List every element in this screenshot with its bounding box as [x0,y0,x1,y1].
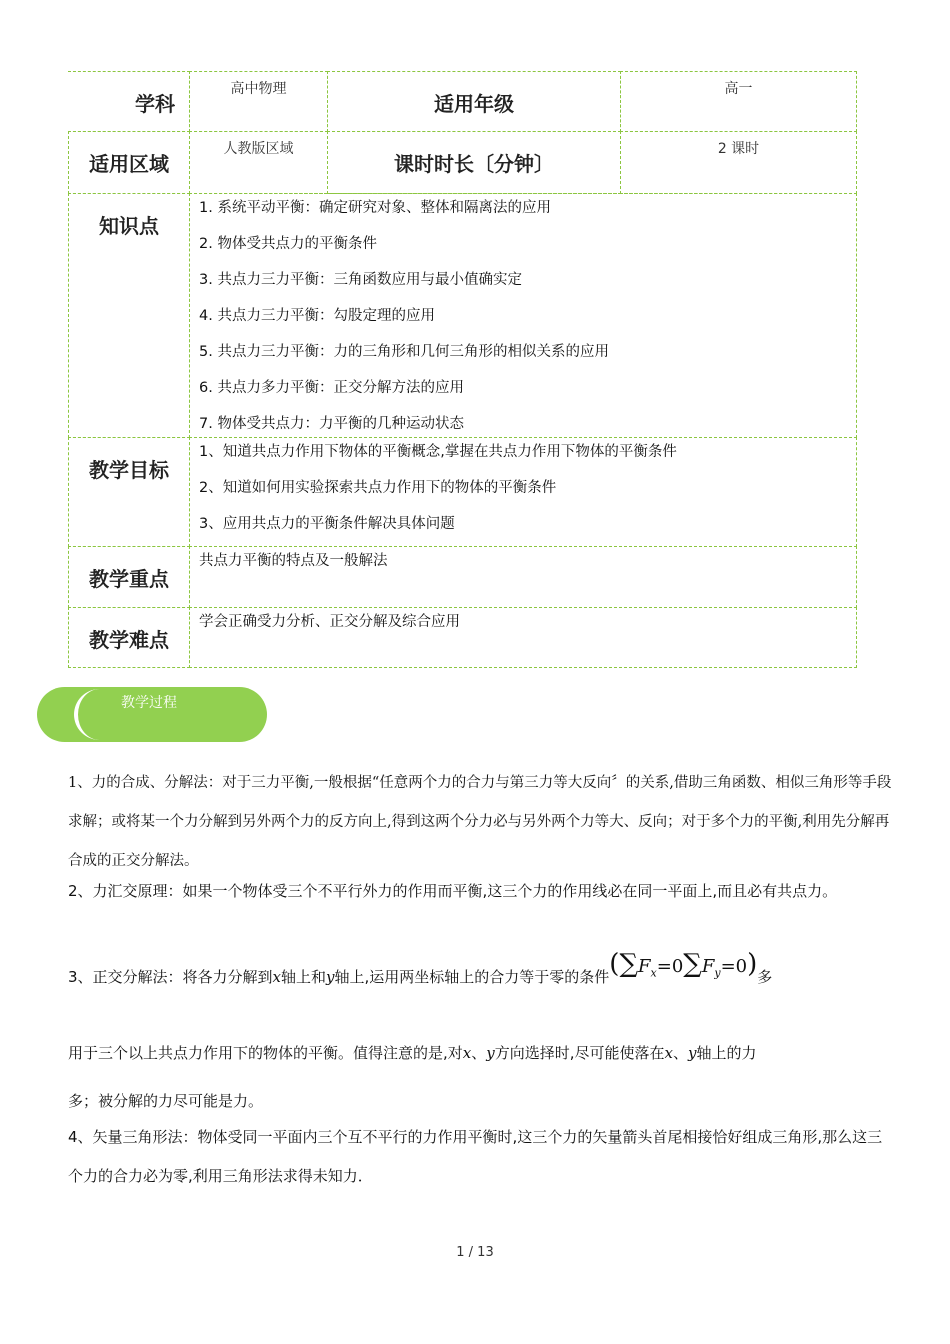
paragraph-3-line-3: 多；被分解的力尽可能是力。 [68,1092,264,1110]
p3-var-y: y [688,1044,697,1062]
p3-line2-a: 用于三个以上共点力作用下的物体的平衡。值得注意的是,对 [68,1044,463,1062]
focus-label: 教学重点 [89,567,169,591]
p3-line2-b: 方向选择时,尽可能使落在 [494,1044,665,1062]
p3-line2-c: 轴上的力 [696,1044,757,1062]
equilibrium-formula [609,942,757,996]
p3-text-c: 轴上,运用两坐标轴上的合力等于零的条件 [334,968,610,986]
knowledge-label-cell [68,193,190,438]
formula-eq2: =0 [720,956,748,977]
formula-f1: F [638,956,651,977]
difficulty-label: 教学难点 [89,628,169,652]
p3-text-a: 3、正交分解法：将各力分解到 [68,968,273,986]
knowledge-list-cell [189,193,857,438]
paren-close: ) [747,949,758,979]
grade-label-cell [327,71,621,132]
paragraph-4: 4、矢量三角形法：物体受同一平面内三个互不平行的力作用平衡时,这三个力的矢量箭头首尾相接恰好组成三角形,那么这三个力的合力必为零,利用三角形法求得未知力． [68,1128,883,1185]
p3-var-x: x [462,1044,472,1062]
paragraph-2: 2、力汇交原理：如果一个物体受三个不平行外力的作用而平衡,这三个力的作用线必在同一平面上,而且必有共点力。 [68,882,838,900]
duration-label-cell [327,131,621,194]
formula-f2: F [701,956,715,977]
region-label-cell [68,131,190,194]
duration-label: 课时时长〔分钟〕 [394,152,554,176]
goals-label: 教学目标 [89,458,169,482]
focus-label-cell [68,546,190,608]
grade-value: 高一 [724,81,753,97]
p3-var-y: y [326,968,335,986]
duration-value-cell [620,131,857,194]
knowledge-item: 1. 系统平动平衡：确定研究对象、整体和隔离法的应用 [199,200,551,216]
p3-sep: 、 [471,1044,487,1062]
subject-label-cell [68,71,190,132]
sum-symbol: ∑ [683,949,702,979]
p3-text-b: 轴上和 [281,968,327,986]
knowledge-item: 3. 共点力三力平衡：三角函数应用与最小值确实定 [199,272,522,288]
sum-symbol: ∑ [619,949,639,979]
section-title: 教学过程 [121,695,177,711]
paren-open: ( [609,949,620,979]
formula-eq1: =0 [656,956,684,977]
focus-value-cell [189,546,857,608]
grade-label: 适用年级 [434,92,514,116]
lesson-info-table [68,71,857,668]
p3-var-y: y [486,1044,495,1062]
knowledge-item: 6. 共点力多力平衡：正交分解方法的应用 [199,380,464,396]
knowledge-item: 4. 共点力三力平衡：勾股定理的应用 [199,308,435,324]
p3-sep: 、 [673,1044,689,1062]
paragraph-3 [68,949,894,1006]
region-label: 适用区域 [89,152,169,176]
goal-item: 3、应用共点力的平衡条件解决具体问题 [199,516,455,532]
difficulty-value: 学会正确受力分析、正交分解及综合应用 [199,614,460,630]
knowledge-label: 知识点 [99,214,159,238]
page-number: 1 / 13 [456,1245,494,1260]
region-value-cell [189,131,328,194]
formula-sub-y: y [714,966,721,980]
duration-value: 2 课时 [717,141,760,157]
knowledge-item: 7. 物体受共点力：力平衡的几种运动状态 [199,416,464,432]
paragraph-3-line-2 [68,1034,894,1073]
formula-sub-x: x [650,966,657,980]
subject-value: 高中物理 [230,81,287,97]
region-value: 人教版区域 [223,141,294,157]
subject-value-cell [189,71,328,132]
grade-value-cell [620,71,857,132]
p3-var-x: x [664,1044,673,1062]
p3-var-x: x [272,968,282,986]
paragraph-1: 1、力的合成、分解法：对于三力平衡,一般根据“任意两个力的合力与第三力等大反向〞的关系,借助三角函数、相似三角形等手段求解；或将某一个力分解到另外两个力的反方向上,得到这两个分力必与另外两个力等大、反向；对于多个力的平衡,利用先分解再合成的正交分解法。 [68,775,892,869]
goals-label-cell [68,437,190,547]
goal-item: 1、知道共点力作用下物体的平衡概念,掌握在共点力作用下物体的平衡条件 [199,444,677,460]
goal-item: 2、知道如何用实验探索共点力作用下的物体的平衡条件 [199,480,557,496]
difficulty-value-cell [189,607,857,668]
difficulty-label-cell [68,607,190,668]
focus-value: 共点力平衡的特点及一般解法 [199,553,388,569]
p3-text-d: 多 [757,968,773,986]
subject-label: 学科 [135,92,175,116]
goals-list-cell [189,437,857,547]
knowledge-item: 2. 物体受共点力的平衡条件 [199,236,377,252]
knowledge-item: 5. 共点力三力平衡：力的三角形和几何三角形的相似关系的应用 [199,344,609,360]
